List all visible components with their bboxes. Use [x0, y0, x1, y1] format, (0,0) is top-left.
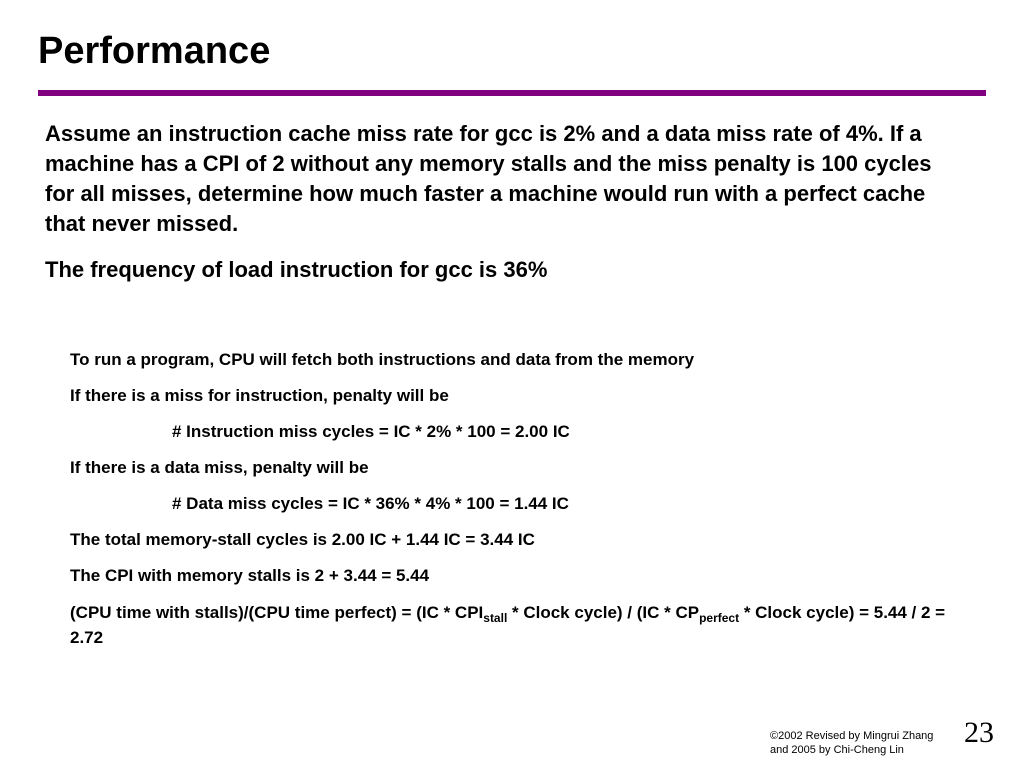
copyright-footer: [770, 729, 933, 757]
speedup-line: [70, 600, 950, 650]
cpi-stall-line: The CPI with memory stalls is 2 + 3.44 = 5.44: [70, 566, 430, 585]
instruction-miss-formula: # Instruction miss cycles = IC * 2% * 100 = 2.00 IC: [172, 422, 570, 441]
speedup-text: * Clock cycle) = 5.44 / 2 = 2.72: [70, 603, 946, 647]
slide-title: Performance: [38, 30, 271, 72]
load-frequency-paragraph: The frequency of load instruction for gcc is 36%: [45, 257, 548, 282]
title-divider: [38, 90, 986, 96]
speedup-text: (CPU time with stalls)/(CPU time perfect) = (IC * CPI: [70, 603, 484, 622]
total-stall-line: The total memory-stall cycles is 2.00 IC + 1.44 IC = 3.44 IC: [70, 530, 535, 549]
stall-subscript: stall: [483, 611, 508, 625]
solution-line: To run a program, CPU will fetch both instructions and data from the memory: [70, 350, 695, 369]
solution-steps: [70, 348, 950, 650]
data-miss-formula: # Data miss cycles = IC * 36% * 4% * 100 = 1.44 IC: [172, 494, 569, 513]
problem-paragraph: Assume an instruction cache miss rate for gcc is 2% and a data miss rate of 4%. If a machine has a CPI of 2 without any memory stalls and the miss penalty is 100 cycles for all misses, determine how much faster a machine would run with a perfect cache that never missed.: [45, 121, 932, 236]
perfect-subscript: perfect: [699, 611, 740, 625]
solution-line: If there is a data miss, penalty will be: [70, 458, 369, 477]
problem-statement: [45, 119, 965, 301]
page-number: 23: [964, 716, 994, 749]
footer-line: and 2005 by Chi-Cheng Lin: [770, 744, 904, 756]
speedup-text: * Clock cycle) / (IC * CP: [507, 603, 700, 622]
solution-line: If there is a miss for instruction, penalty will be: [70, 386, 449, 405]
footer-line: ©2002 Revised by Mingrui Zhang: [770, 730, 934, 742]
